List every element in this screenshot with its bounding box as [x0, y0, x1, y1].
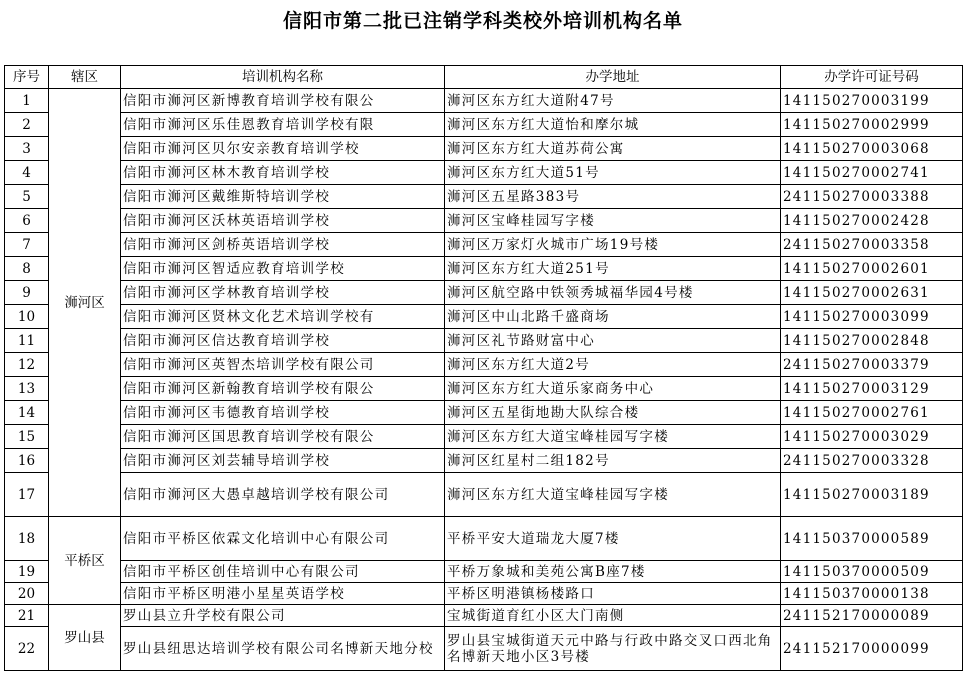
row-name: 罗山县立升学校有限公司: [121, 605, 445, 627]
row-seq: 9: [5, 281, 49, 305]
row-seq: 16: [5, 449, 49, 473]
row-license: 241150270003358: [781, 233, 963, 257]
row-seq: 18: [5, 517, 49, 561]
row-name: 信阳市浉河区信达教育培训学校: [121, 329, 445, 353]
row-address: 浉河区五星路383号: [445, 185, 781, 209]
row-seq: 12: [5, 353, 49, 377]
table-row: [5, 113, 963, 137]
page-title: 信阳市第二批已注销学科类校外培训机构名单: [282, 10, 683, 32]
table-row: [5, 209, 963, 233]
row-seq: 13: [5, 377, 49, 401]
row-license: 141150270003189: [781, 473, 963, 517]
row-license: 141150370000589: [781, 517, 963, 561]
row-name: 信阳市浉河区大愚卓越培训学校有限公司: [121, 473, 445, 517]
row-name: 信阳市浉河区贤林文化艺术培训学校有: [121, 305, 445, 329]
row-seq: 10: [5, 305, 49, 329]
table-row: [5, 353, 963, 377]
row-name: 信阳市浉河区林木教育培训学校: [121, 161, 445, 185]
row-seq: 11: [5, 329, 49, 353]
table-header-row: [5, 66, 963, 89]
row-address: 浉河区五星街地勘大队综合楼: [445, 401, 781, 425]
table-row: [5, 305, 963, 329]
header-district: 辖区: [49, 66, 121, 89]
row-name: 信阳市浉河区新博教育培训学校有限公: [121, 89, 445, 113]
district-cell-pingqiao: 平桥区: [49, 517, 121, 605]
table-row: [5, 377, 963, 401]
row-name: 罗山县纽思达培训学校有限公司名博新天地分校: [121, 627, 445, 671]
table-row: [5, 137, 963, 161]
row-license: 241150270003388: [781, 185, 963, 209]
row-seq: 4: [5, 161, 49, 185]
row-address: 浉河区中山北路千盛商场: [445, 305, 781, 329]
row-address: 平桥万象城和美苑公寓B座7楼: [445, 561, 781, 583]
table-row: [5, 517, 963, 561]
row-name: 信阳市浉河区新翰教育培训学校有限公: [121, 377, 445, 401]
header-name: 培训机构名称: [121, 66, 445, 89]
row-address: 浉河区红星村二组182号: [445, 449, 781, 473]
table-row: [5, 89, 963, 113]
row-address: 浉河区宝峰桂园写字楼: [445, 209, 781, 233]
row-license: 141150270003199: [781, 89, 963, 113]
row-seq: 8: [5, 257, 49, 281]
table-row: [5, 449, 963, 473]
row-license: 141150270002848: [781, 329, 963, 353]
row-name: 信阳市浉河区智适应教育培训学校: [121, 257, 445, 281]
table-row: [5, 185, 963, 209]
table-row: [5, 605, 963, 627]
row-address: 浉河区东方红大道苏荷公寓: [445, 137, 781, 161]
row-address: 浉河区航空路中铁领秀城福华园4号楼: [445, 281, 781, 305]
row-name: 信阳市平桥区依霖文化培训中心有限公司: [121, 517, 445, 561]
row-address: 浉河区万家灯火城市广场19号楼: [445, 233, 781, 257]
row-address: 浉河区东方红大道2号: [445, 353, 781, 377]
row-license: 141150270002631: [781, 281, 963, 305]
row-license: 141150270002428: [781, 209, 963, 233]
table-row: [5, 583, 963, 605]
row-seq: 21: [5, 605, 49, 627]
table-row: [5, 401, 963, 425]
row-seq: 22: [5, 627, 49, 671]
header-seq: 序号: [5, 66, 49, 89]
row-name: 信阳市浉河区国思教育培训学校有限公: [121, 425, 445, 449]
row-address: 平桥区明港镇杨楼路口: [445, 583, 781, 605]
table-row: [5, 627, 963, 671]
row-seq: 1: [5, 89, 49, 113]
row-name: 信阳市浉河区剑桥英语培训学校: [121, 233, 445, 257]
row-seq: 14: [5, 401, 49, 425]
row-seq: 19: [5, 561, 49, 583]
row-license: 141150370000138: [781, 583, 963, 605]
row-seq: 7: [5, 233, 49, 257]
row-seq: 20: [5, 583, 49, 605]
row-name: 信阳市平桥区创佳培训中心有限公司: [121, 561, 445, 583]
table-row: [5, 257, 963, 281]
row-address: 宝城街道育红小区大门南侧: [445, 605, 781, 627]
row-address: 浉河区东方红大道乐家商务中心: [445, 377, 781, 401]
row-address: 浉河区东方红大道宝峰桂园写字楼: [445, 425, 781, 449]
row-seq: 15: [5, 425, 49, 449]
header-license: 办学许可证号码: [781, 66, 963, 89]
table-row: [5, 473, 963, 517]
row-license: 141150270003129: [781, 377, 963, 401]
row-license: 141150370000509: [781, 561, 963, 583]
table-row: [5, 161, 963, 185]
row-license: 141150270002999: [781, 113, 963, 137]
row-name: 信阳市浉河区学林教育培训学校: [121, 281, 445, 305]
header-address: 办学地址: [445, 66, 781, 89]
row-name: 信阳市浉河区韦德教育培训学校: [121, 401, 445, 425]
row-name: 信阳市浉河区戴维斯特培训学校: [121, 185, 445, 209]
row-license: 241152170000089: [781, 605, 963, 627]
table-row: [5, 425, 963, 449]
row-name: 信阳市浉河区乐佳恩教育培训学校有限: [121, 113, 445, 137]
row-license: 141150270003068: [781, 137, 963, 161]
row-name: 信阳市浉河区贝尔安亲教育培训学校: [121, 137, 445, 161]
row-seq: 2: [5, 113, 49, 137]
district-cell-shihe: 浉河区: [49, 89, 121, 517]
row-address: 浉河区东方红大道251号: [445, 257, 781, 281]
row-license: 141150270002761: [781, 401, 963, 425]
row-address: 浉河区礼节路财富中心: [445, 329, 781, 353]
table-row: [5, 233, 963, 257]
row-seq: 5: [5, 185, 49, 209]
row-license: 141150270002601: [781, 257, 963, 281]
row-license: 141150270002741: [781, 161, 963, 185]
row-license: 241152170000099: [781, 627, 963, 671]
row-license: 141150270003099: [781, 305, 963, 329]
district-cell-luoshan: 罗山县: [49, 605, 121, 671]
row-address: 浉河区东方红大道怡和摩尔城: [445, 113, 781, 137]
row-seq: 17: [5, 473, 49, 517]
row-name: 信阳市浉河区英智杰培训学校有限公司: [121, 353, 445, 377]
table-row: [5, 329, 963, 353]
row-license: 241150270003328: [781, 449, 963, 473]
row-name: 信阳市平桥区明港小星星英语学校: [121, 583, 445, 605]
institution-table: [4, 65, 963, 671]
row-name: 信阳市浉河区沃林英语培训学校: [121, 209, 445, 233]
row-address: 罗山县宝城街道天元中路与行政中路交叉口西北角名博新天地小区3号楼: [445, 627, 781, 671]
row-address: 浉河区东方红大道宝峰桂园写字楼: [445, 473, 781, 517]
row-license: 141150270003029: [781, 425, 963, 449]
row-seq: 6: [5, 209, 49, 233]
row-seq: 3: [5, 137, 49, 161]
row-address: 浉河区东方红大道51号: [445, 161, 781, 185]
row-license: 241150270003379: [781, 353, 963, 377]
row-name: 信阳市浉河区刘芸辅导培训学校: [121, 449, 445, 473]
table-row: [5, 281, 963, 305]
row-address: 平桥平安大道瑞龙大厦7楼: [445, 517, 781, 561]
row-address: 浉河区东方红大道附47号: [445, 89, 781, 113]
table-row: [5, 561, 963, 583]
